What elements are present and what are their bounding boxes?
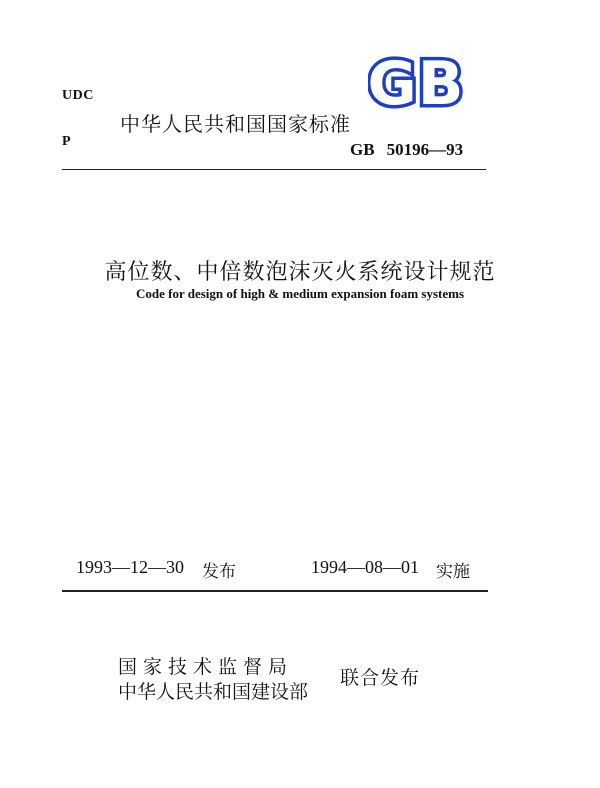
publish-label: 发布 [202, 562, 236, 582]
document-title-chinese: 高位数、中倍数泡沫灭火系统设计规范 [104, 260, 496, 285]
standard-name: 中华人民共和国国家标准 [120, 112, 351, 136]
issuer-construction-ministry: 中华人民共和国建设部 [118, 681, 309, 703]
gb-logo-text: GB [368, 54, 464, 110]
joint-issue-label: 联合发布 [340, 667, 421, 689]
top-divider [62, 169, 486, 170]
issuer-quality-bureau: 国家技术监督局 [118, 656, 294, 678]
document-title-english: Code for design of high & medium expansion foam systems [135, 286, 465, 301]
p-classification-label: P [62, 134, 71, 149]
effective-label: 实施 [436, 562, 470, 582]
standard-number: 50196—93 [386, 140, 464, 159]
bottom-divider [62, 590, 488, 592]
standard-code [350, 140, 463, 160]
standard-prefix: GB [350, 140, 375, 159]
effective-date: 1994—08—01 [311, 557, 419, 577]
publish-date: 1993—12—30 [76, 557, 184, 577]
gb-logo [368, 54, 464, 110]
udc-label: UDC [62, 88, 94, 103]
